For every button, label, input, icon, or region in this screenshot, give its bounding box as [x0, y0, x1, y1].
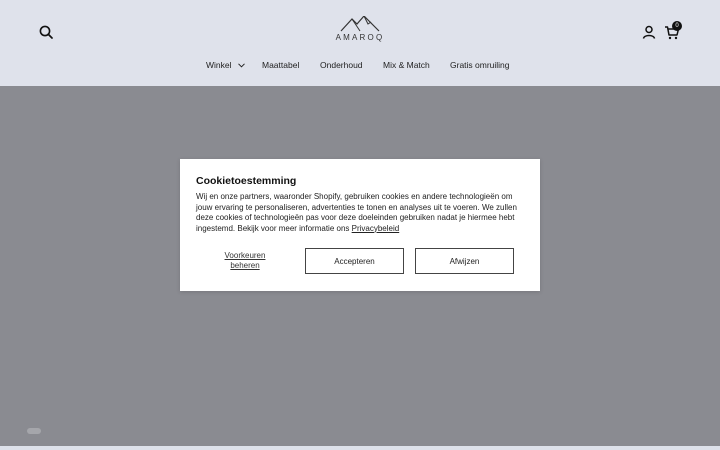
decline-button[interactable]: Afwijzen	[415, 248, 514, 274]
nav-item-onderhoud[interactable]	[320, 60, 363, 70]
cart-count-badge: 0	[672, 21, 682, 31]
logo-text: AMAROQ	[335, 33, 385, 42]
nav-item-maattabel[interactable]	[262, 60, 299, 70]
account-button[interactable]	[640, 23, 658, 41]
site-logo[interactable]	[330, 16, 390, 48]
cookie-dialog-body: Wij en onze partners, waaronder Shopify, gebruiken cookies en andere technologieën om jouw ervaring te personaliseren, advertenties te tonen en analyses uit te voeren. We zullen deze cookies of technologieën pas voor deze doeleinden gebruiken nadat je hiermee hebt ingestemd. Bekijk voor meer informatie ons	[196, 192, 517, 233]
accept-button[interactable]: Accepteren	[305, 248, 404, 274]
nav-item-label: Maattabel	[262, 60, 300, 70]
footer-strip	[0, 446, 720, 450]
privacy-policy-link[interactable]: Privacybeleid	[351, 223, 400, 233]
mountain-logo-icon	[340, 16, 380, 32]
nav-item-label: Onderhoud	[320, 60, 363, 70]
nav-item-winkel[interactable]	[206, 60, 245, 70]
nav-item-mix-match[interactable]	[383, 60, 430, 70]
cookie-consent-dialog	[180, 159, 540, 291]
nav-item-label: Winkel	[206, 60, 232, 70]
search-button[interactable]	[37, 23, 55, 41]
manage-preferences-link[interactable]: Voorkeuren beheren	[224, 251, 266, 270]
cookie-dialog-text	[196, 192, 526, 234]
account-icon	[642, 25, 656, 39]
main-nav	[0, 60, 720, 74]
chevron-down-icon	[238, 63, 245, 68]
nav-item-gratis-omruiling[interactable]	[450, 60, 510, 70]
floating-badge[interactable]	[27, 428, 41, 434]
cookie-dialog-title: Cookietoestemming	[196, 175, 297, 187]
nav-item-label: Gratis omruiling	[450, 60, 510, 70]
nav-item-label: Mix & Match	[383, 60, 430, 70]
search-icon	[39, 25, 53, 39]
site-header	[0, 0, 720, 86]
